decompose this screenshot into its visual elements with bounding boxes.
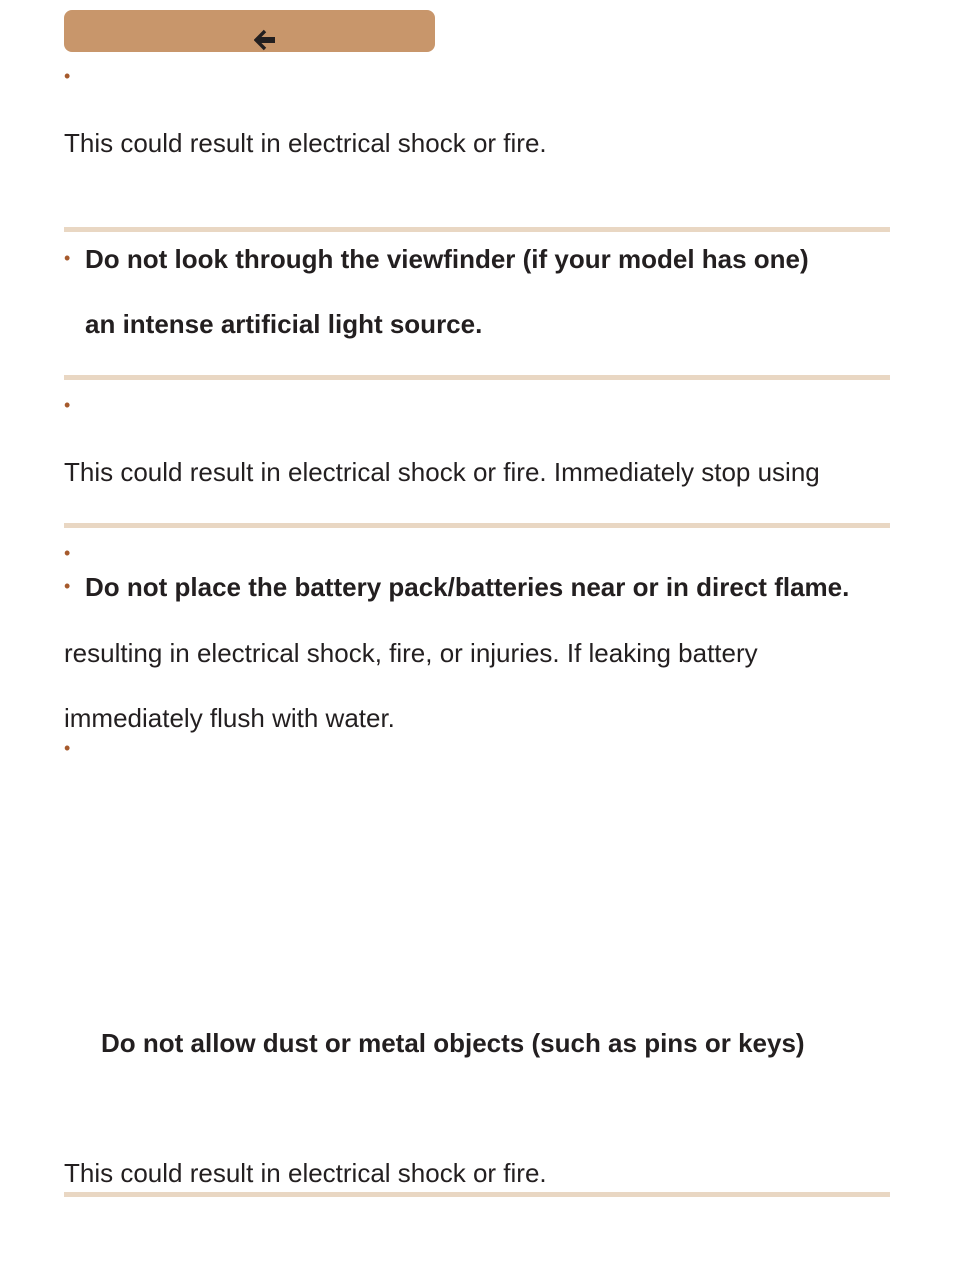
warning-text: immediately flush with water. bbox=[64, 703, 395, 733]
section-divider bbox=[64, 227, 890, 232]
warning-text: This could result in electrical shock or fire. Immediately stop using bbox=[64, 457, 820, 487]
warning-heading: Do not allow dust or metal objects (such as pins or keys) bbox=[101, 1028, 805, 1058]
warning-text: This could result in electrical shock or fire. bbox=[64, 1158, 547, 1188]
bullet-marker: • bbox=[64, 738, 71, 758]
section-divider bbox=[64, 375, 890, 380]
left-arrow-icon bbox=[254, 29, 278, 51]
warning-heading: Do not place the battery pack/batteries near or in direct flame. bbox=[85, 572, 850, 602]
bullet-marker: • bbox=[64, 395, 71, 415]
back-button[interactable] bbox=[64, 10, 435, 52]
section-divider bbox=[64, 523, 890, 528]
bullet-marker: • bbox=[64, 66, 71, 86]
warning-text: This could result in electrical shock or fire. bbox=[64, 128, 547, 158]
bullet-marker: • bbox=[64, 543, 71, 563]
warning-text: resulting in electrical shock, fire, or injuries. If leaking battery bbox=[64, 638, 758, 668]
warning-heading: Do not look through the viewfinder (if your model has one) bbox=[85, 244, 809, 274]
bullet-marker: • bbox=[64, 576, 71, 596]
section-divider bbox=[64, 1192, 890, 1197]
warning-heading: an intense artificial light source. bbox=[85, 309, 483, 339]
bullet-marker: • bbox=[64, 248, 71, 268]
